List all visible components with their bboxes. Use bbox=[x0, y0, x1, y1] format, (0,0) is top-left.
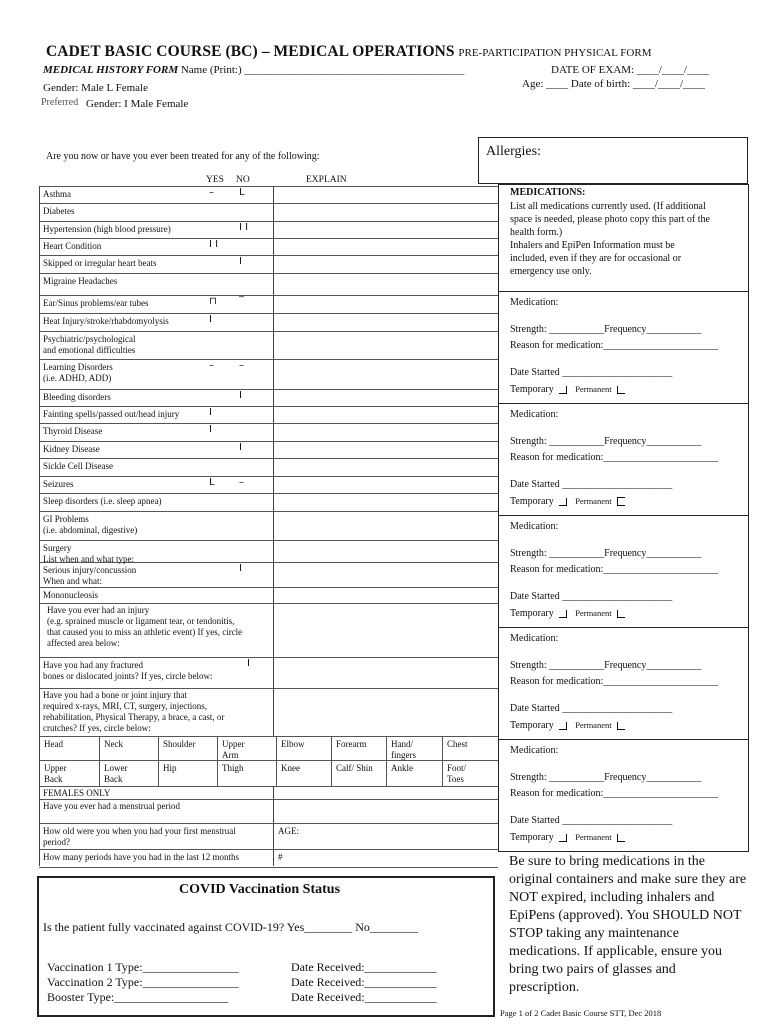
permanent-label: Permanent bbox=[575, 608, 612, 618]
yes-mark[interactable]: ⊓ bbox=[209, 296, 217, 307]
temporary-permanent-options[interactable] bbox=[510, 496, 625, 507]
condition-label: Fainting spells/passed out/head injury bbox=[43, 409, 180, 419]
medication-reminder: Be sure to bring medications in the original containers and make sure they are NOT expired, including inhalers and EpiPens (approved). You SHOULD NOT STOP taking any maintenance medications. If applicable, ensure you bring two pairs of glasses and prescription. bbox=[509, 854, 747, 995]
no-mark[interactable]: I I bbox=[239, 222, 249, 233]
date-of-exam-field[interactable]: DATE OF EXAM: ____/____/____ bbox=[551, 64, 709, 76]
body-part-cell[interactable]: Lower Back bbox=[99, 760, 159, 787]
medications-title: MEDICATIONS: bbox=[510, 187, 586, 198]
condition-label: Heat Injury/stroke/rhabdomyolysis bbox=[43, 316, 169, 326]
condition-row[interactable] bbox=[39, 273, 498, 296]
temporary-checkbox bbox=[559, 610, 567, 618]
condition-label: Hypertension (high blood pressure) bbox=[43, 224, 171, 234]
yes-mark[interactable]: I bbox=[209, 407, 212, 418]
temporary-permanent-options[interactable] bbox=[510, 608, 625, 619]
no-mark[interactable]: – bbox=[239, 360, 244, 371]
strength-frequency-field[interactable]: Strength: ___________Frequency___________ bbox=[510, 772, 702, 783]
reason-field[interactable]: Reason for medication:_______________________ bbox=[510, 676, 719, 687]
temporary-permanent-options[interactable] bbox=[510, 720, 625, 731]
page-footer: Page 1 of 2 Cadet Basic Course STT, Dec 2018 bbox=[500, 1008, 662, 1018]
medication-entry[interactable] bbox=[498, 739, 749, 852]
condition-row[interactable] bbox=[39, 587, 498, 604]
medication-entry[interactable] bbox=[498, 403, 749, 516]
condition-label: Bleeding disorders bbox=[43, 392, 111, 402]
condition-label: Asthma bbox=[43, 189, 71, 199]
body-part-cell[interactable]: Hip bbox=[158, 760, 218, 787]
condition-label: Sleep disorders (i.e. sleep apnea) bbox=[43, 496, 162, 506]
temporary-label: Temporary bbox=[510, 608, 554, 619]
strength-frequency-field[interactable]: Strength: ___________Frequency___________ bbox=[510, 660, 702, 671]
medication-name-field[interactable]: Medication: bbox=[510, 633, 559, 644]
periods-count-question[interactable]: How many periods have you had in the last 12 months # bbox=[39, 849, 498, 868]
medication-entry[interactable] bbox=[498, 627, 749, 740]
body-part-cell[interactable]: Thigh bbox=[217, 760, 277, 787]
no-mark[interactable]: – bbox=[239, 477, 244, 488]
yes-mark[interactable]: – bbox=[209, 187, 214, 198]
temporary-permanent-options[interactable] bbox=[510, 384, 625, 395]
temporary-label: Temporary bbox=[510, 832, 554, 843]
permanent-checkbox bbox=[617, 834, 625, 842]
form-title: CADET BASIC COURSE (BC) – MEDICAL OPERATIONS PRE-PARTICIPATION PHYSICAL FORM bbox=[46, 43, 652, 60]
allergies-label: Allergies: bbox=[486, 144, 541, 159]
yes-mark[interactable]: I bbox=[209, 424, 212, 435]
condition-row[interactable] bbox=[39, 221, 498, 239]
fracture-mark: I bbox=[247, 658, 250, 669]
name-field[interactable]: MEDICAL HISTORY FORM Name (Print:) ________________________________________ bbox=[43, 64, 465, 76]
temporary-checkbox bbox=[559, 722, 567, 730]
date-received-2[interactable]: Date Received:____________ bbox=[291, 975, 437, 989]
condition-row[interactable] bbox=[39, 331, 498, 360]
yes-mark[interactable]: I I bbox=[209, 239, 219, 250]
medication-name-field[interactable]: Medication: bbox=[510, 521, 559, 532]
body-part-cell[interactable]: Foot/ Toes bbox=[442, 760, 499, 787]
yes-mark[interactable]: I bbox=[209, 314, 212, 325]
date-received-3[interactable]: Date Received:____________ bbox=[291, 990, 437, 1004]
condition-label: Serious injury/concussion When and what: bbox=[43, 565, 137, 586]
no-mark[interactable]: I bbox=[239, 256, 242, 267]
medications-instructions: List all medications currently used. (If additional space is needed, please photo copy this part of the health form.) Inhalers and EpiPen Information must be included, even if they are for occasional or emergency use only. bbox=[510, 201, 710, 277]
preferred-gender-field[interactable]: Gender: I Male Female bbox=[86, 98, 189, 110]
body-part-cell[interactable]: Knee bbox=[276, 760, 332, 787]
allergies-box[interactable] bbox=[478, 137, 748, 184]
permanent-label: Permanent bbox=[575, 720, 612, 730]
col-explain: EXPLAIN bbox=[306, 175, 347, 185]
body-part-cell[interactable]: Elbow bbox=[276, 736, 332, 761]
yes-mark[interactable]: L bbox=[209, 477, 215, 488]
covid-box bbox=[37, 876, 495, 1017]
medications-info-box bbox=[498, 184, 749, 292]
body-part-cell[interactable]: Calf/ Shin bbox=[331, 760, 387, 787]
date-started-field[interactable]: Date Started ______________________ bbox=[510, 591, 673, 602]
body-part-cell[interactable]: Neck bbox=[99, 736, 159, 761]
body-part-cell[interactable]: Ankle bbox=[386, 760, 443, 787]
reason-field[interactable]: Reason for medication:_______________________ bbox=[510, 788, 719, 799]
periods-answer: # bbox=[278, 852, 283, 862]
condition-label: Seizures bbox=[43, 479, 74, 489]
condition-label: Migraine Headaches bbox=[43, 276, 118, 286]
reason-field[interactable]: Reason for medication:_______________________ bbox=[510, 564, 719, 575]
condition-row[interactable] bbox=[39, 389, 498, 407]
form-name: MEDICAL HISTORY FORM bbox=[43, 64, 179, 76]
medication-name-field[interactable]: Medication: bbox=[510, 409, 559, 420]
condition-row[interactable] bbox=[39, 406, 498, 424]
body-part-cell[interactable]: Forearm bbox=[331, 736, 387, 761]
condition-row[interactable] bbox=[39, 562, 498, 588]
first-period-question[interactable]: How old were you when you had your first menstrual period? AGE: bbox=[39, 823, 498, 850]
body-part-cell[interactable]: Chest bbox=[442, 736, 499, 761]
temporary-checkbox bbox=[559, 834, 567, 842]
temporary-checkbox bbox=[559, 386, 567, 394]
females-only-header: FEMALES ONLY bbox=[39, 786, 498, 800]
permanent-label: Permanent bbox=[575, 832, 612, 842]
date-started-field[interactable]: Date Started ______________________ bbox=[510, 703, 673, 714]
condition-row[interactable] bbox=[39, 313, 498, 332]
col-yes: YES bbox=[206, 175, 224, 185]
temporary-label: Temporary bbox=[510, 496, 554, 507]
condition-row[interactable] bbox=[39, 359, 498, 390]
body-part-cell[interactable]: Hand/ fingers bbox=[386, 736, 443, 761]
permanent-checkbox bbox=[617, 386, 625, 394]
no-mark[interactable]: I bbox=[239, 442, 242, 453]
condition-row[interactable] bbox=[39, 186, 498, 204]
condition-row[interactable] bbox=[39, 441, 498, 459]
reason-field[interactable]: Reason for medication:_______________________ bbox=[510, 340, 719, 351]
date-started-field[interactable]: Date Started ______________________ bbox=[510, 367, 673, 378]
date-received-1[interactable]: Date Received:____________ bbox=[291, 960, 437, 974]
permanent-checkbox bbox=[617, 722, 625, 730]
condition-label: Kidney Disease bbox=[43, 444, 100, 454]
fracture-question[interactable]: Have you had any fractured bones or dislocated joints? If yes, circle below: I bbox=[39, 657, 498, 689]
covid-vaccinated-question[interactable]: Is the patient fully vaccinated against COVID-19? Yes________ No________ bbox=[43, 920, 418, 934]
temporary-label: Temporary bbox=[510, 720, 554, 731]
condition-label: Mononucleosis bbox=[43, 590, 98, 600]
condition-label: GI Problems (i.e. abdominal, digestive) bbox=[43, 514, 138, 535]
medication-entry[interactable] bbox=[498, 515, 749, 628]
booster-type[interactable]: Booster Type:___________________ bbox=[47, 990, 229, 1004]
date-started-field[interactable]: Date Started ______________________ bbox=[510, 479, 673, 490]
permanent-label: Permanent bbox=[575, 496, 612, 506]
condition-label: Sickle Cell Disease bbox=[43, 461, 113, 471]
condition-row[interactable] bbox=[39, 423, 498, 442]
temporary-label: Temporary bbox=[510, 384, 554, 395]
condition-row[interactable] bbox=[39, 458, 498, 477]
body-part-cell[interactable]: Shoulder bbox=[158, 736, 218, 761]
body-part-cell[interactable]: Upper Back bbox=[39, 760, 100, 787]
condition-label: Psychiatric/psychological and emotional difficulties bbox=[43, 334, 136, 355]
bone-joint-question[interactable]: Have you had a bone or joint injury that required x-rays, MRI, CT, surgery, injections, rehabilitation, Physical Therapy, a brace, a cast, or crutches? If yes, circle below: bbox=[39, 688, 498, 737]
injury-question[interactable]: Have you ever had an injury (e.g. sprained muscle or ligament tear, or tendonitis, that caused you to miss an athletic event) If yes, circle affected area below: bbox=[39, 603, 498, 658]
condition-label: Thyroid Disease bbox=[43, 426, 103, 436]
permanent-label: Permanent bbox=[575, 384, 612, 394]
strength-frequency-field[interactable]: Strength: ___________Frequency___________ bbox=[510, 324, 702, 335]
gender-field[interactable]: Gender: Male L Female bbox=[43, 82, 148, 94]
medication-name-field[interactable]: Medication: bbox=[510, 745, 559, 756]
temporary-permanent-options[interactable] bbox=[510, 832, 625, 843]
vaccination-2-type[interactable]: Vaccination 2 Type:________________ bbox=[47, 975, 239, 989]
strength-frequency-field[interactable]: Strength: ___________Frequency___________ bbox=[510, 548, 702, 559]
condition-row[interactable] bbox=[39, 255, 498, 274]
conditions-question: Are you now or have you ever been treated for any of the following: bbox=[46, 151, 320, 162]
medication-name-field[interactable]: Medication: bbox=[510, 297, 559, 308]
strength-frequency-field[interactable]: Strength: ___________Frequency___________ bbox=[510, 436, 702, 447]
covid-title: COVID Vaccination Status bbox=[179, 882, 341, 897]
condition-label: Ear/Sinus problems/ear tubes bbox=[43, 298, 149, 308]
no-mark[interactable]: ‾ bbox=[239, 296, 244, 307]
no-mark[interactable]: L bbox=[239, 187, 245, 198]
vaccination-1-type[interactable]: Vaccination 1 Type:________________ bbox=[47, 960, 239, 974]
condition-row[interactable] bbox=[39, 295, 498, 314]
condition-label: Diabetes bbox=[43, 206, 75, 216]
reason-field[interactable]: Reason for medication:_______________________ bbox=[510, 452, 719, 463]
condition-row[interactable] bbox=[39, 493, 498, 512]
body-part-cell[interactable]: Head bbox=[39, 736, 100, 761]
condition-row[interactable] bbox=[39, 476, 498, 494]
medication-entry[interactable] bbox=[498, 291, 749, 404]
date-started-field[interactable]: Date Started ______________________ bbox=[510, 815, 673, 826]
condition-label: Learning Disorders (i.e. ADHD, ADD) bbox=[43, 362, 113, 383]
condition-label: Surgery List when and what type: bbox=[43, 543, 134, 564]
col-no: NO bbox=[236, 175, 250, 185]
permanent-checkbox bbox=[617, 610, 625, 618]
no-mark[interactable]: I bbox=[239, 390, 242, 401]
condition-row[interactable] bbox=[39, 238, 498, 256]
condition-label: Skipped or irregular heart beats bbox=[43, 258, 157, 268]
body-part-cell[interactable]: Upper Arm bbox=[217, 736, 277, 761]
temporary-checkbox bbox=[559, 498, 567, 506]
yes-mark[interactable]: – bbox=[209, 360, 214, 371]
menstrual-question[interactable]: Have you ever had a menstrual period bbox=[39, 799, 498, 824]
age-answer: AGE: bbox=[278, 826, 299, 836]
condition-row[interactable] bbox=[39, 511, 498, 541]
condition-row[interactable] bbox=[39, 540, 498, 563]
age-dob-field[interactable]: Age: ____ Date of birth: ____/____/____ bbox=[522, 78, 706, 90]
no-mark[interactable]: I bbox=[239, 563, 242, 574]
permanent-checkbox bbox=[617, 497, 625, 506]
condition-label: Heart Condition bbox=[43, 241, 102, 251]
preferred-label: Preferred bbox=[41, 97, 79, 108]
condition-row[interactable] bbox=[39, 203, 498, 222]
